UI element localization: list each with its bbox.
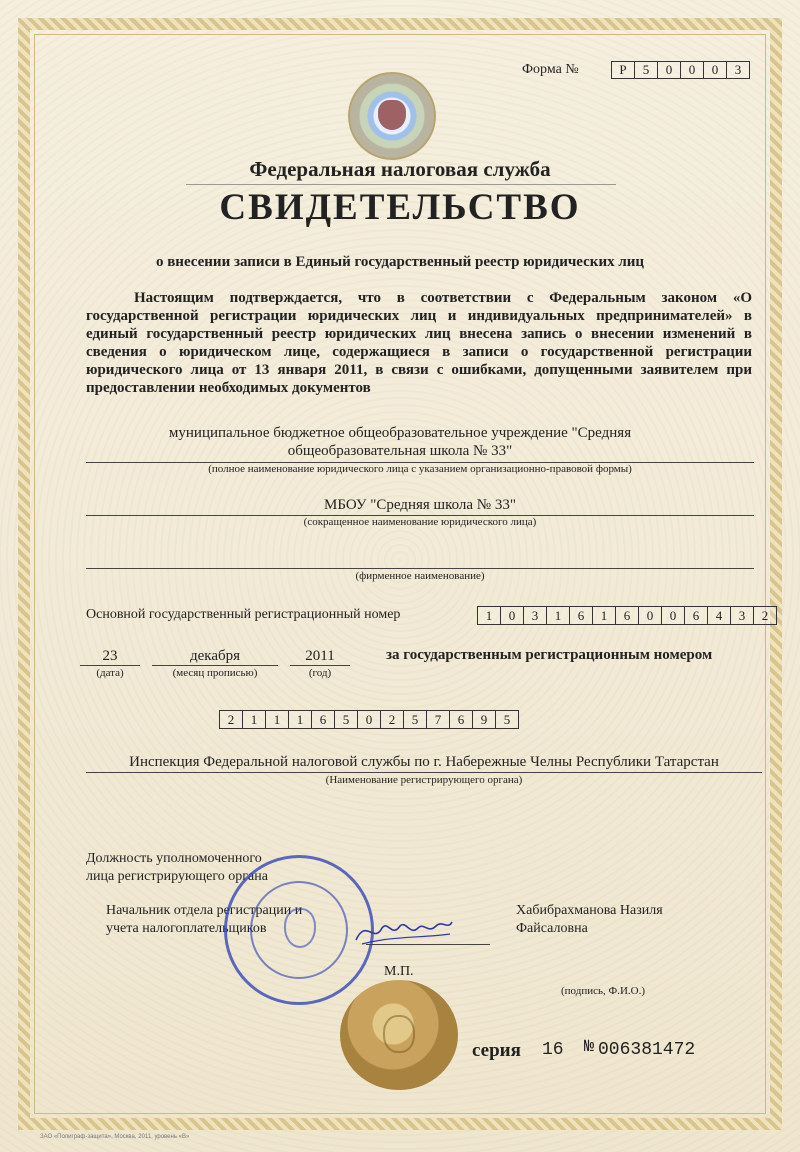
officer-position-line-2: учета налогоплательщиков [106, 921, 267, 936]
certificate-number: 006381472 [598, 1040, 696, 1060]
certification-text: Настоящим подтверждается, что в соответствии с Федеральным законом «О государственной регистрации юридических лиц и индивидуальных предпринимателей» в единый государственный реестр юридических лиц внесена запись о внесении изменений в сведения о юридическом лице, содержащиеся в записи о государственной регистрации юридического лица от 13 января 2011, в связи с ошибками, допущенными заявителем при предоставлении необходимых документов [86, 290, 752, 396]
date-year-rule [290, 665, 350, 666]
form-number-cell: 0 [680, 61, 704, 79]
number-sign: № [584, 1038, 595, 1057]
form-number-cell: 0 [703, 61, 727, 79]
stamp-eagle-icon [284, 908, 316, 948]
form-number-cell: Р [611, 61, 635, 79]
date-year: 2011 [305, 648, 335, 664]
ogrn-cell: 1 [592, 606, 616, 625]
grn-cell: 6 [311, 710, 335, 729]
title-divider [186, 184, 616, 185]
date-month: декабря [189, 648, 241, 664]
ogrn-cell: 6 [569, 606, 593, 625]
ogrn-cell: 6 [615, 606, 639, 625]
firm-name-caption: (фирменное наименование) [355, 570, 485, 582]
date-day-rule [80, 665, 140, 666]
officer-name [516, 902, 663, 938]
short-name-value: МБОУ "Средняя школа № 33" [324, 497, 516, 513]
ogrn-cell: 1 [546, 606, 570, 625]
registrar-value: Инспекция Федеральной налоговой службы по г. Набережные Челны Республики Татарстан [129, 754, 719, 770]
grn-cell: 6 [449, 710, 473, 729]
form-number-cell: 5 [634, 61, 658, 79]
date-day: 23 [102, 648, 118, 664]
grn-cell: 9 [472, 710, 496, 729]
ogrn-cell: 6 [684, 606, 708, 625]
ogrn-boxes [478, 606, 777, 625]
printer-imprint: ЗАО «Полиграф-защита», Москва, 2011, уровень «В» [40, 1134, 190, 1140]
signature-rule [366, 944, 490, 945]
registrar-caption: (Наименование регистрирующего органа) [325, 774, 523, 786]
signature-caption: (подпись, Ф.И.О.) [561, 985, 645, 997]
seal-place-label: М.П. [384, 964, 414, 979]
ogrn-cell: 2 [753, 606, 777, 625]
grn-cell: 5 [495, 710, 519, 729]
ogrn-cell: 0 [661, 606, 685, 625]
double-headed-eagle-icon [378, 100, 406, 130]
grn-cell: 2 [380, 710, 404, 729]
full-name-value [150, 424, 650, 460]
officer-name-line-2: Файсаловна [516, 921, 588, 936]
ogrn-cell: 3 [730, 606, 754, 625]
grn-boxes [220, 710, 519, 729]
grn-cell: 1 [265, 710, 289, 729]
grn-cell: 0 [357, 710, 381, 729]
form-number-cell: 0 [657, 61, 681, 79]
date-year-caption: (год) [308, 667, 332, 679]
short-name-caption: (сокращенное наименование юридического лица) [303, 516, 537, 528]
form-number-boxes [612, 61, 750, 79]
series-code: 16 [542, 1040, 564, 1060]
issuing-authority: Федеральная налоговая служба [249, 157, 551, 181]
grn-cell: 5 [403, 710, 427, 729]
grn-cell: 7 [426, 710, 450, 729]
officer-position-label-line-1: Должность уполномоченного [86, 851, 262, 866]
registrar-rule [86, 772, 762, 773]
ogrn-label: Основной государственный регистрационный номер [86, 607, 401, 622]
date-month-caption: (месяц прописью) [172, 667, 258, 679]
firm-name-rule [86, 568, 754, 569]
date-month-rule [152, 665, 278, 666]
grn-cell: 2 [219, 710, 243, 729]
officer-name-line-1: Хабибрахманова Назиля [516, 903, 663, 918]
document-title: СВИДЕТЕЛЬСТВО [219, 187, 581, 228]
grn-cell: 1 [288, 710, 312, 729]
seal-eagle-icon [383, 1015, 415, 1053]
officer-position-line-1: Начальник отдела регистрации и [106, 903, 303, 918]
ogrn-cell: 3 [523, 606, 547, 625]
form-number-cell: 3 [726, 61, 750, 79]
grn-intro-text: за государственным регистрационным номером [386, 647, 713, 663]
officer-position-label-line-2: лица регистрирующего органа [86, 869, 268, 884]
grn-cell: 1 [242, 710, 266, 729]
ogrn-cell: 1 [477, 606, 501, 625]
signature-icon [352, 914, 456, 948]
series-label: серия [472, 1040, 521, 1061]
document-subtitle: о внесении записи в Единый государственный реестр юридических лиц [155, 254, 645, 270]
date-day-caption: (дата) [96, 667, 124, 679]
full-name-caption: (полное наименование юридического лица с указанием организационно-правовой формы) [208, 463, 632, 475]
form-number-label: Форма № [522, 62, 579, 77]
full-name-line-1: муниципальное бюджетное общеобразовательное учреждение "Средняя [168, 425, 632, 441]
ogrn-cell: 4 [707, 606, 731, 625]
officer-position-label [86, 850, 268, 886]
grn-cell: 5 [334, 710, 358, 729]
ogrn-cell: 0 [500, 606, 524, 625]
full-name-line-2: общеобразовательная школа № 33" [287, 443, 513, 459]
ogrn-cell: 0 [638, 606, 662, 625]
